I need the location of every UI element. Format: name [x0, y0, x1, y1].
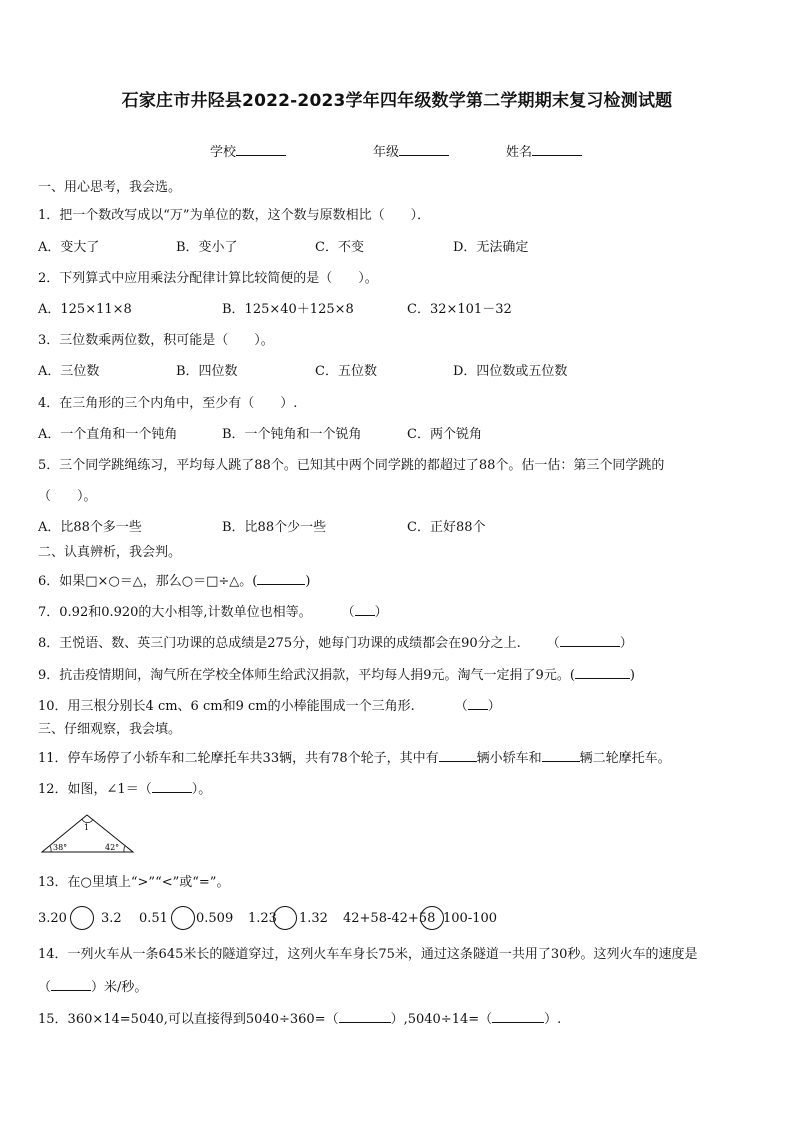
- q15-blank-2[interactable]: [492, 1010, 544, 1023]
- question-15-part2: ）,5040÷14=（: [390, 1012, 493, 1027]
- question-11-part1: 11．停车场停了小轿车和二轮摩托车共33辆，共有78个轮子，其中有: [38, 751, 439, 766]
- question-14: 14．一列火车从一条645米长的隧道穿过，这列火车车身长75米，通过这条隧道一共用了30秒。这列火车的速度是: [38, 947, 698, 962]
- q6-answer-blank[interactable]: [257, 572, 305, 585]
- question-10-open: （: [454, 699, 468, 714]
- q4-option-a[interactable]: A．一个直角和一个钝角: [38, 427, 178, 442]
- q8-answer-blank[interactable]: [560, 634, 620, 647]
- q15-blank-1[interactable]: [339, 1010, 391, 1023]
- question-10-close: ）: [487, 699, 501, 714]
- question-12-text: 12．如图，∠1＝（: [38, 782, 152, 797]
- q10-answer-blank[interactable]: [468, 697, 488, 710]
- grade-label: 年级: [373, 145, 400, 160]
- q2-option-b[interactable]: B．125×40＋125×8: [222, 302, 354, 317]
- question-13: 13．在○里填上“>”“<”或“=”。: [38, 875, 230, 890]
- q13-pair3-left: 1.23: [248, 911, 277, 926]
- grade-field: [373, 141, 449, 160]
- q3-option-c[interactable]: C．五位数: [315, 364, 377, 379]
- question-8-close: ）: [619, 636, 633, 651]
- q14-answer-blank[interactable]: [51, 978, 91, 991]
- triangle-figure: [38, 810, 138, 856]
- q1-option-a[interactable]: A．变大了: [38, 240, 100, 255]
- q13-pair4-right: 100-100: [443, 911, 498, 926]
- question-15-part3: ）.: [544, 1012, 562, 1027]
- angle-38-label: 38°: [53, 843, 68, 852]
- q1-option-b[interactable]: B．变小了: [176, 240, 238, 255]
- question-10-text: 10．用三根分别长4 cm、6 cm和9 cm的小棒能围成一个三角形.: [38, 699, 415, 714]
- q12-answer-blank[interactable]: [152, 780, 192, 793]
- question-7-text: 7．0.92和0.920的大小相等,计数单位也相等。: [38, 605, 312, 620]
- q5-option-a[interactable]: A．比88个多一些: [38, 520, 142, 535]
- q13-pair2-left: 0.51: [139, 911, 168, 926]
- question-2: 2．下列算式中应用乘法分配律计算比较简便的是（ ）。: [38, 271, 378, 286]
- q11-blank-cars[interactable]: [439, 749, 477, 762]
- q3-option-d[interactable]: D．四位数或五位数: [453, 364, 568, 379]
- q4-option-b[interactable]: B．一个钝角和一个锐角: [222, 427, 362, 442]
- question-9-close: ): [629, 668, 635, 683]
- q13-pair1-right: 3.2: [101, 911, 122, 926]
- q13-circle-1[interactable]: [70, 906, 94, 930]
- school-label: 学校: [210, 145, 237, 160]
- q13-pair4-left: 42+58-42+58: [343, 911, 436, 926]
- question-14-open: （: [38, 980, 52, 995]
- q5-option-b[interactable]: B．比88个少一些: [222, 520, 327, 535]
- section-2-heading: 二、认真辨析，我会判。: [38, 545, 182, 560]
- question-7-open: （: [341, 605, 355, 620]
- q13-pair3-right: 1.32: [299, 911, 328, 926]
- q5-option-c[interactable]: C．正好88个: [407, 520, 486, 535]
- q13-circle-2[interactable]: [171, 906, 195, 930]
- question-9: [38, 666, 635, 684]
- question-12: [38, 780, 211, 798]
- grade-blank[interactable]: [399, 143, 449, 156]
- question-15: [38, 1010, 561, 1028]
- q7-answer-blank[interactable]: [355, 603, 375, 616]
- question-10: [38, 697, 501, 715]
- q13-circle-3[interactable]: [273, 906, 297, 930]
- q2-option-c[interactable]: C．32×101－32: [407, 302, 512, 317]
- question-7: [38, 603, 388, 621]
- question-8: [38, 634, 633, 652]
- name-field: [506, 141, 582, 160]
- question-3: 3．三位数乘两位数，积可能是（ ）。: [38, 333, 274, 348]
- q13-pair1-left: 3.20: [38, 911, 67, 926]
- q2-option-a[interactable]: A．125×11×8: [38, 302, 132, 317]
- question-5-blank[interactable]: （ ）。: [38, 489, 97, 504]
- name-blank[interactable]: [532, 143, 582, 156]
- question-14-close: ）米/秒。: [91, 980, 148, 995]
- question-12-close: ）。: [191, 782, 212, 797]
- q4-option-c[interactable]: C．两个锐角: [407, 427, 482, 442]
- q1-option-c[interactable]: C．不变: [315, 240, 364, 255]
- question-9-text: 9．抗击疫情期间，淘气所在学校全体师生给武汉捐款，平均每人捐9元。淘气一定捐了9元。(: [38, 668, 575, 683]
- question-15-part1: 15．360×14=5040,可以直接得到5040÷360=（: [38, 1012, 339, 1027]
- q13-pair2-right: 0.509: [196, 911, 234, 926]
- question-14-line2: [38, 978, 147, 996]
- q3-option-b[interactable]: B．四位数: [176, 364, 238, 379]
- question-8-text: 8．王悦语、数、英三门功课的总成绩是275分，她每门功课的成绩都会在90分之上.: [38, 636, 521, 651]
- question-6-text: 6．如果□×○＝△，那么○＝□÷△。(: [38, 574, 258, 589]
- angle-42-arc: [124, 846, 125, 852]
- question-1: 1．把一个数改写成以“万”为单位的数，这个数与原数相比（ ）．: [38, 208, 431, 223]
- angle-1-label: 1: [84, 823, 90, 832]
- question-11: [38, 749, 671, 767]
- question-6-close: ): [305, 574, 311, 589]
- question-7-close: ）: [374, 605, 388, 620]
- angle-38-arc: [50, 846, 51, 852]
- school-field: [210, 141, 286, 160]
- question-5: 5．三个同学跳绳练习，平均每人跳了88个。已知其中两个同学跳的都超过了88个。估一估：第三个同学跳的: [38, 458, 665, 473]
- angle-42-label: 42°: [105, 843, 120, 852]
- question-6: [38, 572, 310, 590]
- question-11-part3: 辆二轮摩托车。: [579, 751, 671, 766]
- question-8-open: （: [546, 636, 560, 651]
- page-title: 石家庄市井陉县2022-2023学年四年级数学第二学期期末复习检测试题: [121, 91, 673, 111]
- name-label: 姓名: [506, 145, 533, 160]
- question-4: 4．在三角形的三个内角中，至少有（ ）.: [38, 396, 298, 411]
- section-3-heading: 三、仔细观察，我会填。: [38, 722, 182, 737]
- section-1-heading: 一、用心思考，我会选。: [38, 180, 182, 195]
- q9-answer-blank[interactable]: [575, 666, 630, 679]
- school-blank[interactable]: [236, 143, 286, 156]
- q3-option-a[interactable]: A．三位数: [38, 364, 100, 379]
- q1-option-d[interactable]: D．无法确定: [453, 240, 529, 255]
- question-11-part2: 辆小轿车和: [476, 751, 542, 766]
- q11-blank-motorcycles[interactable]: [542, 749, 580, 762]
- q13-circle-4[interactable]: [420, 906, 444, 930]
